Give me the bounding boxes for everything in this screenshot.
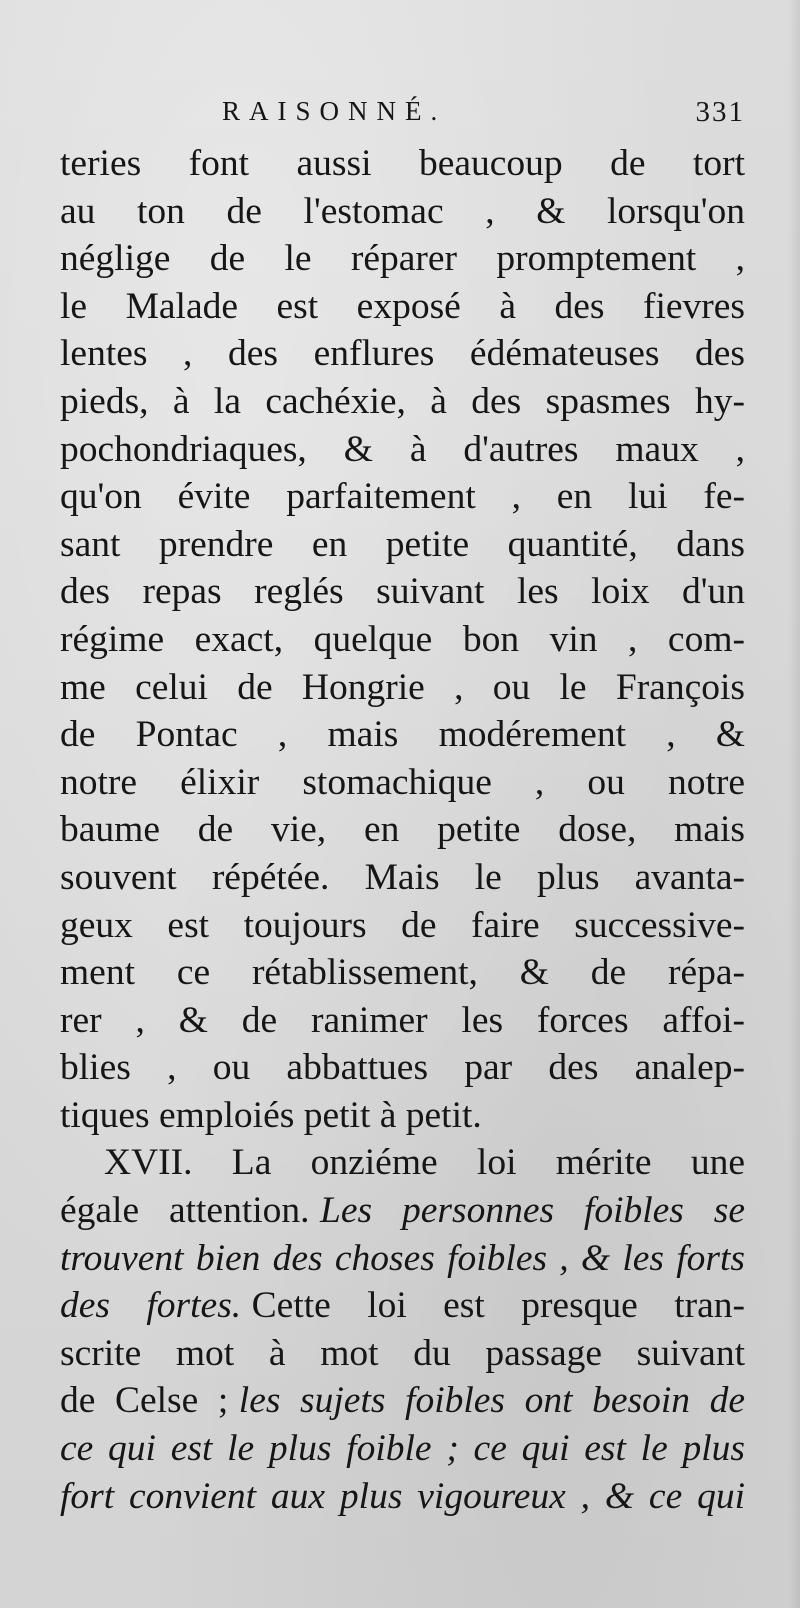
text-line [60,1092,745,1140]
text-segment: me celui de Hongrie , ou le François [60,666,745,708]
text-line [60,806,745,854]
text-line [60,188,745,236]
text-line [60,1473,745,1521]
text-line [60,473,745,521]
text-segment: souvent répétée. Mais le plus avanta- [60,856,745,898]
text-segment: tiques emploiés petit à petit. [60,1094,482,1136]
text-segment: néglige de le réparer promptement , [60,238,745,280]
text-line [60,854,745,902]
text-line [60,949,745,997]
text-line [60,759,745,807]
text-segment: rer , & de ranimer les forces affoi- [60,999,745,1041]
text-segment: ment ce rétablissement, & de répa- [60,952,745,994]
text-segment: au ton de l'estomac , & lorsqu'on [60,190,745,232]
text-line [60,1235,745,1283]
text-line [60,140,745,188]
text-line [60,1425,745,1473]
italic-text-segment: fort convient aux plus vigoureux , & ce qui [60,1475,745,1517]
text-line [60,1139,745,1187]
text-line [60,664,745,712]
text-line [60,902,745,950]
italic-text-segment: des fortes. [60,1285,242,1327]
text-segment: sant prendre en petite quantité, dans [60,523,745,565]
text-segment: geux est toujours de faire successive- [60,904,745,946]
body-text [60,140,745,1520]
text-line [60,616,745,664]
text-segment: teries font aussi beaucoup de tort [60,143,745,184]
text-segment: pieds, à la cachéxie, à des spasmes hy- [60,380,745,422]
text-line [60,1282,745,1330]
italic-text-segment: trouvent bien des choses foibles , & les forts [60,1237,745,1279]
text-segment: pochondriaques, & à d'autres maux , [60,428,745,470]
text-line [60,378,745,426]
text-segment: égale attention. [60,1190,310,1232]
text-line [60,330,745,378]
text-line [60,997,745,1045]
page-edge-shadow [788,0,800,1608]
italic-text-segment: les sujets foibles ont besoin de [238,1380,745,1422]
text-line [60,235,745,283]
text-segment: lentes , des enflures édémateuses des [60,333,745,375]
text-segment: le Malade est exposé à des fievres [60,285,745,327]
running-head: RAISONNÉ. [222,96,447,126]
text-segment: de Celse ; [60,1380,229,1422]
text-segment: baume de vie, en petite dose, mais [60,809,745,851]
text-line [60,1187,745,1235]
text-segment: scrite mot à mot du passage suivant [60,1332,745,1374]
text-line [60,1044,745,1092]
italic-text-segment: ce qui est le plus foible ; ce qui est le plus [60,1428,745,1470]
page-number: 331 [695,96,745,128]
text-segment: des repas reglés suivant les loix d'un [60,571,745,613]
text-line [60,711,745,759]
text-line [60,283,745,331]
text-segment: Cette loi est presque tran- [251,1285,745,1327]
text-line [60,1377,745,1425]
text-segment: de Pontac , mais modérement , & [60,714,745,756]
text-segment: blies , ou abbattues par des analep- [60,1047,745,1089]
text-segment: notre élixir stomachique , ou notre [60,761,745,803]
text-line [60,1330,745,1378]
text-segment: XVII. La onziéme loi mérite une [104,1142,745,1184]
text-line [60,521,745,569]
page-header [60,96,745,136]
text-line [60,568,745,616]
text-segment: régime exact, quelque bon vin , com- [60,618,745,660]
text-line [60,426,745,474]
text-segment: qu'on évite parfaitement , en lui fe- [60,476,745,518]
italic-text-segment: Les personnes foibles se [320,1190,745,1232]
